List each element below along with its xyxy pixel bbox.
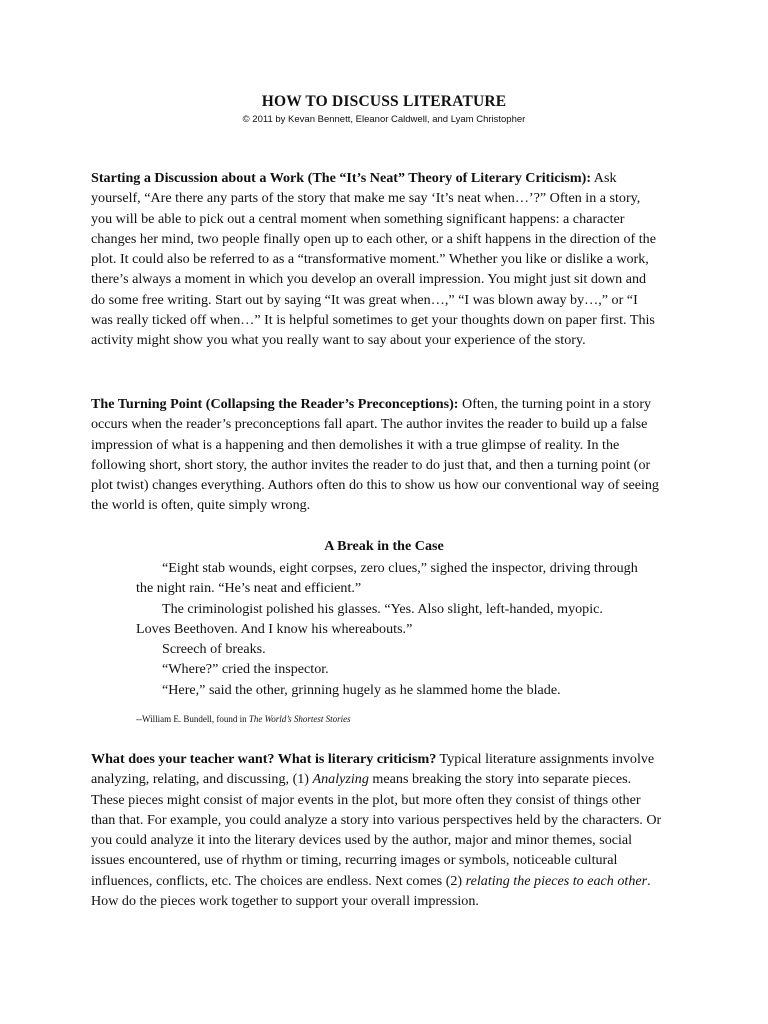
story-line: Screech of breaks. (162, 641, 266, 658)
story-line: Loves Beethoven. And I know his whereabouts.” (136, 620, 413, 637)
analyzing-term: Analyzing (312, 771, 369, 788)
relating-term: relating the pieces to each other (465, 872, 648, 889)
document-title: HOW TO DISCUSS LITERATURE (261, 93, 507, 110)
story-line: “Where?” cried the inspector. (162, 661, 329, 678)
citation-source: The World’s Shortest Stories (248, 714, 351, 724)
section-teacher-wants (91, 749, 663, 911)
section-body: Often, the turning point in a story occurs when the reader’s preconceptions fall apart. The author invites the reader to build up a false impression of what is a happening and then demolishes it with a true glimpse of reality. In the following short, short story, the author invites the reader to do just that, and then a turning point (or plot twist) changes everything. Authors often do this to show us how our conventional way of seeing the world is often, quite simply wrong. (91, 396, 659, 514)
story-text (136, 558, 676, 700)
story-line: the night rain. “He’s neat and efficient.” (136, 580, 362, 597)
section-body: . How do the pieces work together to support your overall impression. (91, 872, 651, 910)
story-line: “Here,” said the other, grinning hugely as he slammed home the blade. (162, 681, 561, 698)
section-heading: The Turning Point (Collapsing the Reader’s Preconceptions): (91, 396, 459, 412)
section-starting-discussion (91, 168, 663, 351)
section-body: Typical literature assignments involve analyzing, relating, and discussing, (1) (91, 751, 655, 788)
story-title: A Break in the Case (324, 538, 444, 554)
section-turning-point (91, 394, 663, 516)
story-line: “Eight stab wounds, eight corpses, zero clues,” sighed the inspector, driving through (162, 560, 638, 576)
section-body: means breaking the story into separate pieces. These pieces might consist of major events in the plot, but more often they consist of things other than that. For example, you could analyze a story into various perspectives held by the characters. Or you could analyze it into the literary devices used by the author, major and minor themes, social issues encountered, use of rhythm or timing, recurring images or symbols, noticeable cultural influences, conflicts, etc. The choices are endless. Next comes (2) (91, 771, 662, 889)
section-body: Ask yourself, “Are there any parts of the story that make me say ‘It’s neat when…’?” Often in a story, you will be able to pick out a central moment when something significant happens: a character changes her mind, two people finally open up to each other, or a shift happens in the direction of the plot. It could also be referred to as a “transformative moment.” Whether you like or dislike a work, there’s always a moment in which you develop an overall impression. You might just sit down and do some free writing. Start out by saying “It was great when…,” “I was blown away by…,” or “I was really ticked off when…” It is helpful sometimes to get your thoughts down on paper first. This activity might show you what you really want to say about your experience of the story. (91, 170, 656, 349)
story-line: The criminologist polished his glasses. “Yes. Also slight, left-handed, myopic. (162, 600, 603, 617)
story-citation (136, 714, 351, 724)
section-heading: What does your teacher want? What is literary criticism? (91, 751, 437, 767)
copyright-line: © 2011 by Kevan Bennett, Eleanor Caldwell, and Lyam Christopher (242, 114, 526, 125)
section-heading: Starting a Discussion about a Work (The “It’s Neat” Theory of Literary Criticism): (91, 170, 592, 186)
citation-prefix: --William E. Bundell, found in (136, 714, 249, 724)
